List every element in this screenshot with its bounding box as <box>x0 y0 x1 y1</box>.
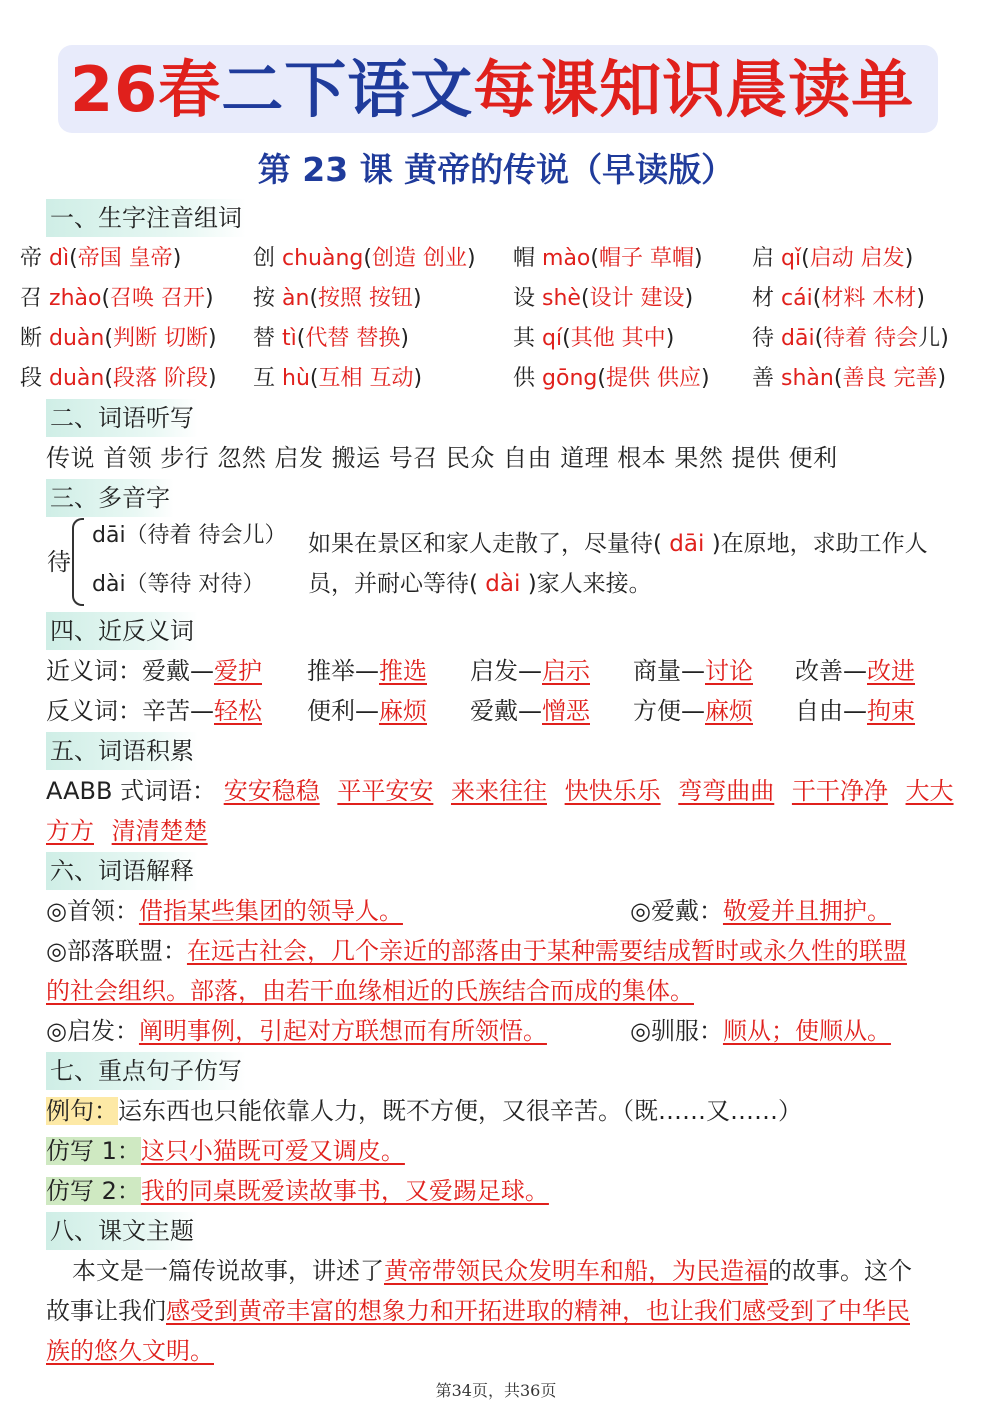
char: 互 <box>253 366 276 391</box>
aabb-word: 弯弯曲曲 <box>678 777 775 805</box>
section-heading: 一、生字注音组词 <box>46 199 246 237</box>
words: 召唤 召开 <box>110 286 206 311</box>
synonym-pair: 启发—启示 <box>470 657 590 685</box>
pinyin: qí <box>542 326 563 351</box>
answer: dài <box>477 571 528 597</box>
page-number: 第34页，共36页 <box>435 1381 557 1400</box>
pinyin: qǐ <box>781 246 802 271</box>
char: 待 <box>752 326 775 351</box>
char: 帽 <box>513 246 536 271</box>
pinyin: duàn <box>49 326 105 351</box>
words: 善良 完善 <box>842 366 938 391</box>
synonym-pair: 改善—改进 <box>795 657 915 685</box>
char-entry: 创 chuàng(创造 创业) <box>253 246 476 271</box>
words-tail: 儿 <box>918 326 941 351</box>
char-entry: 召 zhào(召唤 召开) <box>20 286 214 311</box>
polyphone-reading-1: dāi（待着 待会儿） <box>92 523 287 548</box>
char-entry: 待 dāi(待着 待会儿) <box>752 326 949 351</box>
explanation-1: ◎首领：借指某些集团的领导人。 <box>46 897 403 925</box>
aabb-word: 平平安安 <box>337 777 434 805</box>
words: 提供 供应 <box>605 366 701 391</box>
words: 按照 按钮 <box>318 286 414 311</box>
char: 供 <box>513 366 536 391</box>
antonym-pair: 爱戴—憎恶 <box>470 697 590 725</box>
words: 代替 替换 <box>305 326 401 351</box>
words: 其他 其中 <box>570 326 666 351</box>
pinyin: mào <box>542 246 591 271</box>
aabb-word: 方方 <box>46 817 94 845</box>
pinyin: shàn <box>781 366 834 391</box>
title-part-red: 26春二下语文 <box>70 53 474 126</box>
imitation-1: 仿写 1：这只小猫既可爱又调皮。 <box>46 1137 405 1165</box>
section-heading: 八、课文主题 <box>46 1212 198 1250</box>
words: 互相 互动 <box>318 366 414 391</box>
polyphone-char: 待 <box>47 548 71 576</box>
char-entry: 供 gōng(提供 供应) <box>513 366 710 391</box>
char: 其 <box>513 326 536 351</box>
theme-line-2: 故事让我们感受到黄帝丰富的想象力和开拓进取的精神，也让我们感受到了中华民 <box>46 1297 910 1325</box>
theme-line-1: 本文是一篇传说故事，讲述了黄帝带领民众发明车和船，为民造福的故事。这个 <box>72 1257 912 1285</box>
synonym-pair: 商量—讨论 <box>633 657 753 685</box>
imitation-tag: 仿写 1： <box>46 1137 141 1165</box>
char: 善 <box>752 366 775 391</box>
char-entry: 帝 dì(帝国 皇帝) <box>20 246 182 271</box>
aabb-word: 干干净净 <box>791 777 888 805</box>
char-entry: 设 shè(设计 建设) <box>513 286 694 311</box>
char-entry: 互 hù(互相 互动) <box>253 366 423 391</box>
words: 判断 切断 <box>112 326 208 351</box>
answer: dāi <box>661 531 712 557</box>
polyphone-sentence-1: 如果在景区和家人走散了，尽量待( dāi )在原地，求助工作人 <box>308 531 928 557</box>
section-heading: 六、词语解释 <box>46 852 198 890</box>
pinyin: cái <box>781 286 813 311</box>
pinyin: gōng <box>542 366 598 391</box>
explanation-4: ◎启发：阐明事例，引起对方联想而有所领悟。 <box>46 1017 547 1045</box>
lesson-title: 第 23 课 黄帝的传说（早读版） <box>257 150 735 189</box>
antonym-pair: 便利—麻烦 <box>307 697 427 725</box>
char: 启 <box>752 246 775 271</box>
words: 帝国 皇帝 <box>77 246 173 271</box>
section-heading: 三、多音字 <box>46 479 174 517</box>
char: 设 <box>513 286 536 311</box>
explanation-5: ◎驯服：顺从；使顺从。 <box>630 1017 891 1045</box>
explanation-3: ◎部落联盟：在远古社会，几个亲近的部落由于某种需要结成暂时或永久性的联盟 <box>46 937 907 965</box>
aabb-line-2 <box>46 813 208 849</box>
char: 召 <box>20 286 43 311</box>
pinyin: àn <box>282 286 310 311</box>
char: 替 <box>253 326 276 351</box>
imitation-2: 仿写 2：我的同桌既爱读故事书，又爱踢足球。 <box>46 1177 549 1205</box>
polyphone-reading-2: dài（等待 对待） <box>92 572 265 597</box>
words: 创造 创业 <box>371 246 467 271</box>
antonym-pair: 自由—拘束 <box>795 697 915 725</box>
example-tag: 例句： <box>46 1097 118 1125</box>
section-heading: 二、词语听写 <box>46 399 198 437</box>
words: 设计 建设 <box>589 286 685 311</box>
char: 创 <box>253 246 276 271</box>
char-entry: 断 duàn(判断 切断) <box>20 326 217 351</box>
aabb-word: 安安稳稳 <box>223 777 320 805</box>
char: 段 <box>20 366 43 391</box>
synonym-pair: 推举—推选 <box>307 657 427 685</box>
char-entry: 材 cái(材料 木材) <box>752 286 925 311</box>
words: 段落 阶段 <box>112 366 208 391</box>
aabb-word: 清清楚楚 <box>111 817 208 845</box>
words: 启动 启发 <box>809 246 905 271</box>
words: 材料 木材 <box>821 286 917 311</box>
synonym-pair: 近义词：爱戴—爱护 <box>46 657 262 685</box>
char: 断 <box>20 326 43 351</box>
pinyin: chuàng <box>282 246 364 271</box>
antonym-pair: 方便—麻烦 <box>633 697 753 725</box>
aabb-word: 来来往往 <box>450 777 547 805</box>
pinyin: dì <box>49 246 70 271</box>
title-part-accent: 每课知识晨读单 <box>473 53 915 126</box>
char: 按 <box>253 286 276 311</box>
explanation-3-cont: 的社会组织。部落，由若干血缘相近的氏族结合而成的集体。 <box>46 977 694 1005</box>
char-entry: 启 qǐ(启动 启发) <box>752 246 914 271</box>
brace <box>72 518 84 606</box>
section-heading: 五、词语积累 <box>46 732 198 770</box>
aabb-word: 大大 <box>905 777 954 805</box>
theme-line-3: 族的悠久文明。 <box>46 1337 214 1365</box>
char: 材 <box>752 286 775 311</box>
imitation-tag: 仿写 2： <box>46 1177 141 1205</box>
pinyin: zhào <box>49 286 102 311</box>
section-heading: 七、重点句子仿写 <box>46 1052 246 1090</box>
example-sentence: 例句：运东西也只能依靠人力，既不方便，又很辛苦。（既……又……） <box>46 1097 802 1125</box>
polyphone-sentence-2: 员，并耐心等待( dài )家人来接。 <box>308 571 652 597</box>
page-title <box>70 50 914 130</box>
words: 待着 待会 <box>823 326 919 351</box>
pinyin: dāi <box>781 326 815 351</box>
explanation-2: ◎爱戴：敬爱并且拥护。 <box>630 897 891 925</box>
pinyin: duàn <box>49 366 105 391</box>
aabb-word: 快快乐乐 <box>564 777 661 805</box>
dictation-words: 传说 首领 步行 忽然 启发 搬运 号召 民众 自由 道理 根本 果然 提供 便利 <box>46 444 838 472</box>
pinyin: tì <box>282 326 297 351</box>
char-entry: 替 tì(代替 替换) <box>253 326 409 351</box>
pinyin: hù <box>282 366 310 391</box>
char-entry: 善 shàn(善良 完善) <box>752 366 947 391</box>
char: 帝 <box>20 246 43 271</box>
char-entry: 按 àn(按照 按钮) <box>253 286 422 311</box>
pinyin: shè <box>542 286 581 311</box>
char-entry: 帽 mào(帽子 草帽) <box>513 246 703 271</box>
section-heading: 四、近反义词 <box>46 612 198 650</box>
char-entry: 段 duàn(段落 阶段) <box>20 366 217 391</box>
words: 帽子 草帽 <box>598 246 694 271</box>
aabb-line-1: AABB 式词语： 安安稳稳 平平安安 来来往往 快快乐乐 弯弯曲曲 干干净净 大大 <box>46 777 954 805</box>
char-entry: 其 qí(其他 其中) <box>513 326 675 351</box>
antonym-pair: 反义词：辛苦—轻松 <box>46 697 262 725</box>
